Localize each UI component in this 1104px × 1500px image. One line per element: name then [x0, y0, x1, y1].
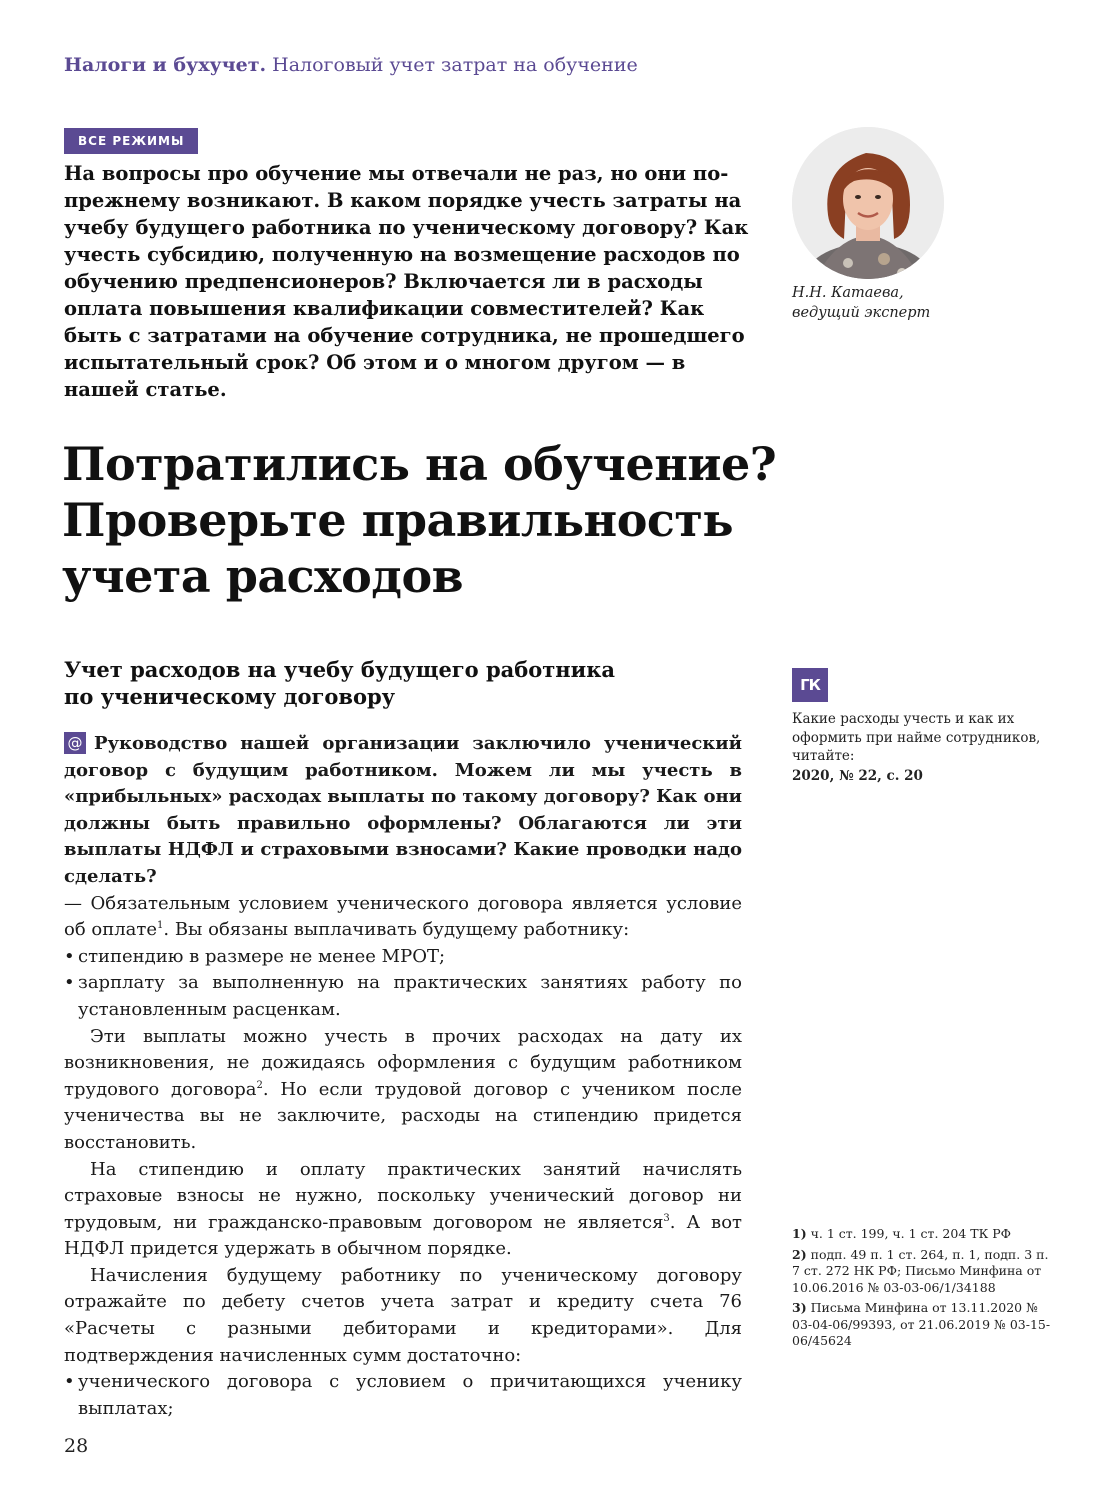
footnote: 2) подп. 49 п. 1 ст. 264, п. 1, подп. 3 п. 7 ст. 272 НК РФ; Письмо Минфина от 10.06.2016 № 03-03-06/1/34188 [792, 1246, 1049, 1295]
question-text: Руководство нашей организации заключило ученический договор с будущим работником. Можем ли мы учесть в «прибыльных» расходах выплаты по такому договору? Как они должны быть правильно оформлены? Облагаются ли эти выплаты НДФЛ и страховыми взносами? Какие проводки надо сделать? [64, 733, 742, 887]
title-line: учета расходов [62, 549, 464, 603]
footnote-ref: 3 [663, 1212, 670, 1224]
section-heading-line: Учет расходов на учебу будущего работника [64, 657, 616, 682]
question-at-icon: @ [64, 732, 86, 754]
running-head [64, 54, 638, 76]
footnote: 1) ч. 1 ст. 199, ч. 1 ст. 204 ТК РФ [792, 1226, 1012, 1241]
rubric-title: Налоги и бухучет. [64, 54, 267, 76]
list-item: • ученического договора с условием о причитающихся ученику выплатах; [64, 1369, 742, 1422]
footnotes [792, 1226, 1052, 1354]
section-heading [64, 656, 704, 710]
section-heading-line: по ученическому договору [64, 684, 396, 709]
page-number: 28 [64, 1435, 89, 1457]
author-caption [792, 283, 930, 323]
list-item: • зарплату за выполненную на практических занятиях работу по установленным расценкам. [64, 970, 742, 1023]
author-portrait-illustration [792, 127, 944, 279]
article-body [64, 731, 742, 1422]
article-title [62, 436, 822, 604]
gk-logo-icon: ГК [792, 668, 828, 702]
reader-question [64, 731, 742, 891]
paragraph: На стипендию и оплату практических занятий начислять страховые взносы не нужно, поскольку ученический договор ни трудовым, ни гражданско-правовым договором не является$^3$. А вот НДФЛ придется удержать в обычном порядке. [64, 1158, 742, 1260]
paragraph: Эти выплаты можно учесть в прочих расходах на дату их возникновения, не дожидаясь оформления с будущим работником трудового договора$^2$. Но если трудовой договор с учеником после ученичества вы не заключите, расходы на стипендию придется восстановить. [64, 1025, 742, 1153]
lead-paragraph: На вопросы про обучение мы отвечали не раз, но они по-прежнему возникают. В каком порядке учесть затраты на учебу будущего работника по ученическому договору? Как учесть субсидию, полученную на возмещение расходов по обучению предпенсионеров? Включается ли в расходы оплата повышения квалификации совместителей? Как быть с затратами на обучение сотрудника, не прошедшего испытательный срок? Об этом и о многом другом — в нашей статье. [64, 162, 749, 401]
author-role: ведущий эксперт [792, 305, 931, 321]
footnote: 3) Письма Минфина от 13.11.2020 № 03-04-06/99393, от 21.06.2019 № 03-15-06/45624 [792, 1300, 1051, 1348]
title-line: Потратились на обучение? [62, 437, 777, 491]
side-note-reference: 2020, № 22, с. 20 [792, 767, 923, 784]
author-photo [792, 127, 944, 279]
regime-badge: ВСЕ РЕЖИМЫ [64, 128, 198, 154]
paragraph: Начисления будущему работнику по ученическому договору отражайте по дебету счетов учета затрат и кредиту счета 76 «Расчеты с разными дебиторами и кредиторами». Для подтверждения начисленных сумм достаточно: [64, 1264, 742, 1366]
rubric-topic: Налоговый учет затрат на обучение [272, 54, 638, 76]
footnote-ref: 1 [157, 920, 164, 932]
side-note [792, 710, 1052, 785]
side-note-text: Какие расходы учесть и как их оформить при найме сотрудников, читайте: [792, 711, 1041, 764]
footnote-ref: 2 [256, 1079, 263, 1091]
title-line: Проверьте правильность [62, 493, 734, 547]
author-name: Н.Н. Катаева, [792, 285, 904, 301]
list-item: • стипендию в размере не менее МРОТ; [64, 944, 742, 971]
answer-intro: — Обязательным условием ученического договора является условие об оплате$^1$. Вы обязаны выплачивать будущему работнику: [64, 892, 742, 941]
